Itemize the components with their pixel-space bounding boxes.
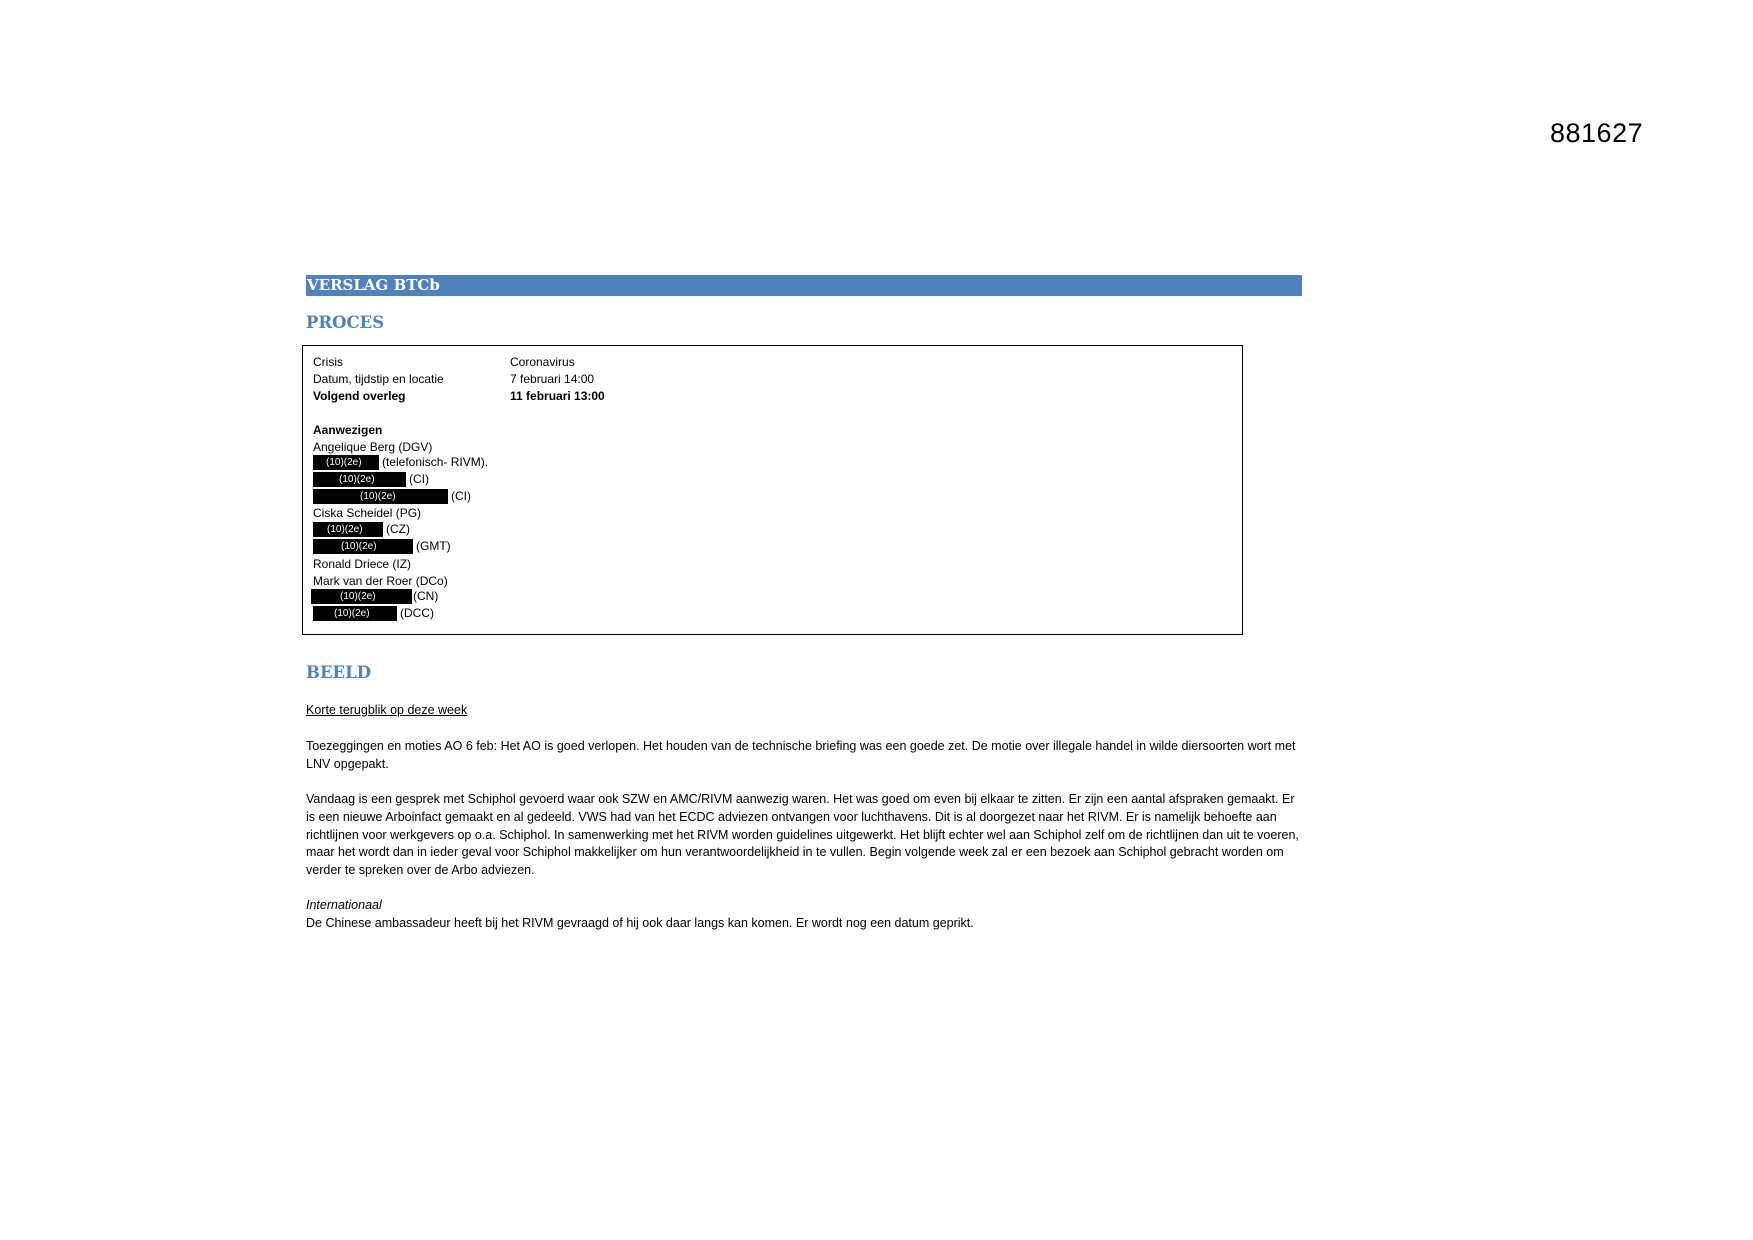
attendee-name: Ronald Driece (IZ) bbox=[313, 557, 412, 571]
attendee-redacted bbox=[313, 472, 429, 490]
paragraph-internationaal: De Chinese ambassadeur heeft bij het RIVM gevraagd of hij ook daar langs kan komen. Er wordt nog een datum geprikt. bbox=[306, 916, 974, 930]
paragraph-toezeggingen: Toezeggingen en moties AO 6 feb: Het AO is goed verlopen. Het houden van de technische briefing was een goede zet. De motie over illegale handel in wilde diersoorten wort met LNV opgepakt. bbox=[306, 739, 1296, 771]
crisis-label: Crisis bbox=[313, 355, 343, 369]
subheading-internationaal: Internationaal bbox=[306, 898, 382, 912]
section-heading-proces: PROCES bbox=[306, 313, 385, 332]
crisis-value: Coronavirus bbox=[510, 355, 575, 369]
attendee-redacted bbox=[313, 539, 451, 557]
attendee-redacted bbox=[313, 489, 471, 507]
report-title-bar: VERSLAG BTCb bbox=[306, 275, 1302, 296]
attendee-affiliation: (telefonisch- RIVM). bbox=[382, 455, 489, 469]
attendee-affiliation: (DCC) bbox=[400, 606, 434, 620]
attendee-name: Angelique Berg (DGV) bbox=[313, 440, 433, 454]
attendee-name: Ciska Scheidel (PG) bbox=[313, 506, 422, 520]
redaction-block: (10)(2e) bbox=[313, 606, 397, 621]
datum-label: Datum, tijdstip en locatie bbox=[313, 372, 444, 386]
attendee-affiliation: (GMT) bbox=[416, 539, 451, 553]
datum-value: 7 februari 14:00 bbox=[510, 372, 595, 386]
redaction-block: (10)(2e) bbox=[313, 539, 413, 554]
attendee-affiliation: (CZ) bbox=[386, 522, 410, 536]
redaction-block: (10)(2e) bbox=[313, 489, 448, 504]
redaction-block: (10)(2e) bbox=[313, 472, 406, 487]
paragraph-schiphol: Vandaag is een gesprek met Schiphol gevoerd waar ook SZW en AMC/RIVM aanwezig waren. Het was goed om even bij elkaar te zitten. Er zijn een aantal afspraken gemaakt. Er is een nieuwe Arboinfact gemaakt en al gedeeld. VWS had van het ECDC adviezen ontvangen voor luchthavens. Dit is al doorgezet naar het RIVM. Er is namelijk behoefte aan richtlijnen voor werkgevers op o.a. Schiphol. In samenwerking met het RIVM worden guidelines uitgewerkt. Het blijft echter wel aan Schiphol zelf om de richtlijnen dan uit te voeren, maar het wordt dan in ieder geval voor Schiphol makkelijker om hun verantwoordelijkheid in te vullen. Begin volgende week zal er een bezoek aan Schiphol gebracht worden om verder te spreken over de Arbo adviezen. bbox=[306, 792, 1299, 878]
attendee-redacted bbox=[313, 606, 434, 624]
process-info-box bbox=[302, 345, 1243, 635]
attendee-affiliation: (CI) bbox=[451, 489, 471, 503]
aanwezigen-label: Aanwezigen bbox=[313, 423, 383, 437]
redaction-block: (10)(2e) bbox=[313, 455, 379, 470]
document-number: 881627 bbox=[1550, 118, 1644, 148]
redaction-block: (10)(2e) bbox=[313, 522, 383, 537]
attendee-redacted bbox=[313, 522, 410, 540]
attendee-redacted bbox=[313, 455, 488, 473]
volgend-overleg-value: 11 februari 13:00 bbox=[510, 389, 605, 403]
section-heading-beeld: BEELD bbox=[306, 663, 372, 682]
attendee-redacted bbox=[311, 589, 438, 607]
redaction-block: (10)(2e) bbox=[311, 589, 412, 604]
attendee-affiliation: (CN) bbox=[413, 589, 439, 603]
attendee-name: Mark van der Roer (DCo) bbox=[313, 574, 448, 588]
subheading-terugblik: Korte terugblik op deze week bbox=[306, 703, 468, 717]
attendee-affiliation: (CI) bbox=[409, 472, 429, 486]
volgend-overleg-label: Volgend overleg bbox=[313, 389, 406, 403]
